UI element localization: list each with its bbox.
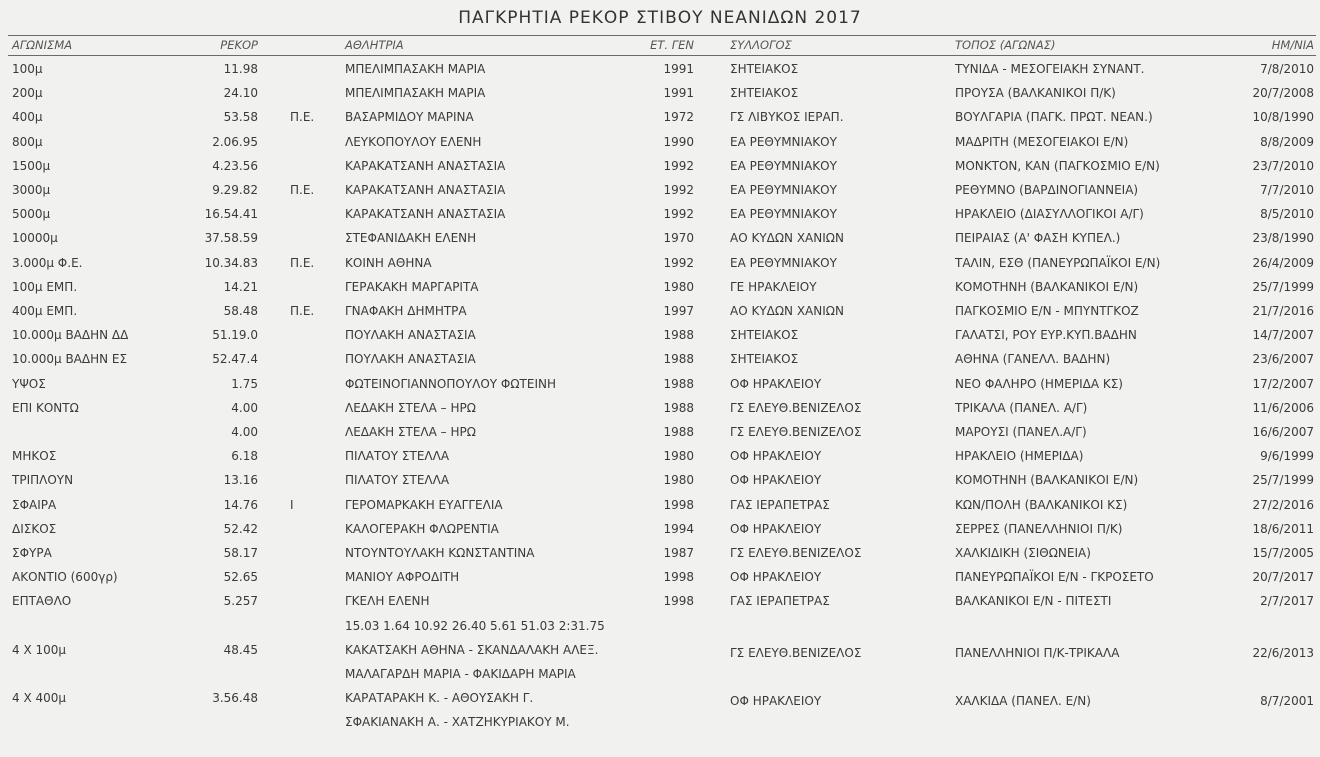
row-date: 27/2/2016 [1252, 497, 1314, 512]
row-date: 2/7/2017 [1260, 594, 1314, 609]
row-date: 25/7/1999 [1252, 473, 1314, 488]
row-record: 53.58 [223, 110, 258, 125]
row-year: 1998 [663, 497, 694, 512]
row-date: 23/7/2010 [1252, 158, 1314, 173]
row-place: ΡΕΘΥΜΝΟ (ΒΑΡΔΙΝΟΓΙΑΝΝΕΙΑ) [955, 183, 1139, 197]
row-date: 25/7/1999 [1252, 279, 1314, 294]
row-athlete: ΚΑΡΑΚΑΤΣΑΝΗ ΑΝΑΣΤΑΣΙΑ [345, 207, 506, 222]
header-record: ΡΕΚΟΡ [220, 38, 258, 52]
row-year: 1997 [663, 304, 694, 318]
row-year: 1992 [663, 158, 694, 173]
row-athlete: ΝΤΟΥΝΤΟΥΛΑΚΗ ΚΩΝΣΤΑΝΤΙΝΑ [345, 546, 535, 560]
row-year: 1988 [663, 352, 694, 367]
row-record: 37.58.59 [204, 231, 258, 246]
row-date: 21/7/2016 [1252, 304, 1314, 318]
relay-date: 8/7/2001 [1260, 694, 1314, 709]
row-place: ΗΡΑΚΛΕΙΟ (ΔΙΑΣΥΛΛΟΓΙΚΟΙ Α/Γ) [955, 207, 1144, 222]
row-year: 1980 [663, 279, 694, 294]
row-club: ΓΣ ΕΛΕΥΘ.ΒΕΝΙΖΕΛΟΣ [730, 425, 862, 439]
row-record: 14.76 [223, 497, 258, 512]
row-record: 4.00 [231, 400, 258, 415]
row-place: ΤΡΙΚΑΛΑ (ΠΑΝΕΛ. Α/Γ) [955, 400, 1088, 415]
row-event: 3000μ [12, 183, 51, 197]
row-date: 9/6/1999 [1260, 449, 1314, 464]
row-club: ΓΕ ΗΡΑΚΛΕΙΟΥ [730, 279, 817, 294]
row-event: 3.000μ Φ.Ε. [12, 255, 83, 270]
row-event: ΕΠΙ ΚΟΝΤΩ [12, 400, 79, 415]
row-record: 1.75 [231, 376, 258, 391]
row-note: Π.Ε. [290, 255, 315, 270]
row-place: ΠΑΓΚΟΣΜΙΟ Ε/Ν - ΜΠΥΝΤΓΚΟΖ [955, 304, 1139, 318]
row-date: 15/7/2005 [1252, 546, 1314, 560]
row-record: 58.48 [223, 304, 258, 318]
row-club: ΓΣ ΕΛΕΥΘ.ΒΕΝΙΖΕΛΟΣ [730, 400, 862, 415]
row-club: ΟΦ ΗΡΑΚΛΕΙΟΥ [730, 521, 822, 536]
header-club: ΣΥΛΛΟΓΟΣ [730, 38, 792, 52]
row-athlete: ΓΚΕΛΗ ΕΛΕΝΗ [345, 594, 430, 609]
row-date: 14/7/2007 [1252, 328, 1314, 343]
row-place: ΜΟΝΚΤΟΝ, ΚΑΝ (ΠΑΓΚΟΣΜΙΟ Ε/Ν) [955, 158, 1160, 173]
header-event: ΑΓΩΝΙΣΜΑ [12, 38, 73, 52]
relay-club: ΓΣ ΕΛΕΥΘ.ΒΕΝΙΖΕΛΟΣ [730, 645, 862, 660]
row-record: 58.17 [223, 546, 258, 560]
row-club: ΣΗΤΕΙΑΚΟΣ [730, 328, 799, 343]
row-event: 800μ [12, 134, 43, 149]
row-place: ΚΟΜΟΤΗΝΗ (ΒΑΛΚΑΝΙΚΟΙ Ε/Ν) [955, 473, 1139, 488]
row-year: 1994 [663, 521, 694, 536]
row-athlete: ΚΟΙΝΗ ΑΘΗΝΑ [345, 255, 432, 270]
relay-place: ΠΑΝΕΛΛΗΝΙΟΙ Π/Κ-ΤΡΙΚΑΛΑ [955, 645, 1120, 660]
row-place: ΚΩΝ/ΠΟΛΗ (ΒΑΛΚΑΝΙΚΟΙ ΚΣ) [955, 497, 1128, 512]
row-date: 8/8/2009 [1260, 134, 1314, 149]
row-club: ΕΑ ΡΕΘΥΜΝΙΑΚΟΥ [730, 207, 837, 222]
row-date: 7/8/2010 [1260, 62, 1314, 76]
row-year: 1988 [663, 425, 694, 439]
header-place: ΤΟΠΟΣ (ΑΓΩΝΑΣ) [955, 38, 1056, 52]
row-date: 23/8/1990 [1252, 231, 1314, 246]
row-place: ΠΕΙΡΑΙΑΣ (Α' ΦΑΣΗ ΚΥΠΕΛ.) [955, 231, 1121, 246]
row-place: ΝΕΟ ΦΑΛΗΡΟ (ΗΜΕΡΙΔΑ ΚΣ) [955, 376, 1123, 391]
row-year: 1992 [663, 255, 694, 270]
row-record: 10.34.83 [204, 255, 258, 270]
row-place: ΑΘΗΝΑ (ΓΑΝΕΛΛ. ΒΑΔΗΝ) [955, 352, 1111, 367]
row-club: ΑΟ ΚΥΔΩΝ ΧΑΝΙΩΝ [730, 304, 844, 318]
row-club: ΕΑ ΡΕΘΥΜΝΙΑΚΟΥ [730, 255, 837, 270]
relay-line1: ΚΑΡΑΤΑΡΑΚΗ Κ. - ΑΘΟΥΣΑΚΗ Γ. [345, 691, 534, 706]
row-date: 26/4/2009 [1252, 255, 1314, 270]
row-note: Π.Ε. [290, 304, 315, 318]
row-place: ΧΑΛΚΙΔΙΚΗ (ΣΙΘΩΝΕΙΑ) [955, 546, 1091, 560]
row-athlete: ΜΑΝΙΟΥ ΑΦΡΟΔΙΤΗ [345, 570, 460, 585]
row-athlete: ΣΤΕΦΑΝΙΔΑΚΗ ΕΛΕΝΗ [345, 231, 477, 246]
relay-line1: ΚΑΚΑΤΣΑΚΗ ΑΘΗΝΑ - ΣΚΑΝΔΑΛΑΚΗ ΑΛΕΞ. [345, 642, 599, 657]
row-club: ΑΟ ΚΥΔΩΝ ΧΑΝΙΩΝ [730, 231, 844, 246]
row-date: 18/6/2011 [1252, 521, 1314, 536]
relay-event: 4 Χ 100μ [12, 642, 67, 657]
row-year: 1992 [663, 207, 694, 222]
row-place: ΒΟΥΛΓΑΡΙΑ (ΠΑΓΚ. ΠΡΩΤ. ΝΕΑΝ.) [955, 110, 1153, 125]
row-event: ΜΗΚΟΣ [12, 449, 57, 464]
row-club: ΓΣ ΕΛΕΥΘ.ΒΕΝΙΖΕΛΟΣ [730, 546, 862, 560]
row-record: 52.47.4 [212, 352, 258, 367]
row-club: ΓΑΣ ΙΕΡΑΠΕΤΡΑΣ [730, 594, 830, 609]
row-club: ΣΗΤΕΙΑΚΟΣ [730, 86, 799, 101]
row-event: 100μ [12, 62, 43, 76]
row-year: 1998 [663, 594, 694, 609]
row-date: 7/7/2010 [1260, 183, 1314, 197]
row-place: ΠΡΟΥΣΑ (ΒΑΛΚΑΝΙΚΟΙ Π/Κ) [955, 86, 1116, 101]
row-event: 400μ ΕΜΠ. [12, 304, 78, 318]
row-note: Π.Ε. [290, 110, 315, 125]
row-year: 1991 [663, 86, 694, 101]
row-place: ΚΟΜΟΤΗΝΗ (ΒΑΛΚΑΝΙΚΟΙ Ε/Ν) [955, 279, 1139, 294]
row-year: 1987 [663, 546, 694, 560]
row-club: ΕΑ ΡΕΘΥΜΝΙΑΚΟΥ [730, 134, 837, 149]
row-record: 52.42 [223, 521, 258, 536]
row-athlete: ΓΕΡΑΚΑΚΗ ΜΑΡΓΑΡΙΤΑ [345, 279, 479, 294]
row-date: 8/5/2010 [1260, 207, 1314, 222]
relay-event: 4 Χ 400μ [12, 691, 67, 706]
row-record: 13.16 [223, 473, 258, 488]
row-record: 51.19.0 [212, 328, 258, 343]
row-event: ΣΦΥΡΑ [12, 546, 52, 560]
row-date: 16/6/2007 [1252, 425, 1314, 439]
row-event: 100μ ΕΜΠ. [12, 279, 78, 294]
row-year: 1992 [663, 183, 694, 197]
row-year: 1991 [663, 62, 694, 76]
row-year: 1980 [663, 449, 694, 464]
row-event: 10.000μ ΒΑΔΗΝ ΕΣ [12, 352, 128, 367]
row-year: 1970 [663, 231, 694, 246]
row-place: ΓΑΛΑΤΣΙ, ΡΟΥ ΕΥΡ.ΚΥΠ.ΒΑΔΗΝ [955, 328, 1137, 343]
row-record: 5.257 [223, 594, 258, 609]
header-athlete: ΑΘΛΗΤΡΙΑ [345, 38, 404, 52]
row-athlete: ΠΟΥΛΑΚΗ ΑΝΑΣΤΑΣΙΑ [345, 352, 476, 367]
row-event: ΤΡΙΠΛΟΥΝ [12, 473, 74, 488]
page-title: ΠΑΓΚΡΗΤΙΑ ΡΕΚΟΡ ΣΤΙΒΟΥ ΝΕΑΝΙΔΩΝ 2017 [458, 8, 862, 28]
row-athlete: ΠΙΛΑΤΟΥ ΣΤΕΛΛΑ [345, 473, 450, 488]
row-place: ΗΡΑΚΛΕΙΟ (ΗΜΕΡΙΔΑ) [955, 449, 1084, 464]
row-year: 1988 [663, 328, 694, 343]
row-record: 9.29.82 [212, 183, 258, 197]
row-year: 1990 [663, 134, 694, 149]
row-event: ΥΨΟΣ [12, 376, 46, 391]
row-event: ΣΦΑΙΡΑ [12, 497, 57, 512]
row-athlete: ΚΑΡΑΚΑΤΣΑΝΗ ΑΝΑΣΤΑΣΙΑ [345, 183, 506, 197]
row-club: ΣΗΤΕΙΑΚΟΣ [730, 352, 799, 367]
row-event: 1500μ [12, 158, 51, 173]
row-date: 10/8/1990 [1252, 110, 1314, 125]
row-record: 16.54.41 [204, 207, 258, 222]
row-place: ΜΑΡΟΥΣΙ (ΠΑΝΕΛ.Α/Γ) [955, 425, 1087, 439]
row-club: ΣΗΤΕΙΑΚΟΣ [730, 62, 799, 76]
relay-line2: ΣΦΑΚΙΑΝΑΚΗ Α. - ΧΑΤΖΗΚΥΡΙΑΚΟΥ Μ. [345, 715, 570, 730]
row-club: ΓΑΣ ΙΕΡΑΠΕΤΡΑΣ [730, 497, 830, 512]
row-record: 4.23.56 [212, 158, 258, 173]
row-athlete: ΜΠΕΛΙΜΠΑΣΑΚΗ ΜΑΡΙΑ [345, 62, 486, 76]
relay-club: ΟΦ ΗΡΑΚΛΕΙΟΥ [730, 694, 822, 709]
heptathlon-splits: 15.03 1.64 10.92 26.40 5.61 51.03 2:31.75 [345, 618, 605, 633]
relay-line2: ΜΑΛΑΓΑΡΔΗ ΜΑΡΙΑ - ΦΑΚΙΔΑΡΗ ΜΑΡΙΑ [345, 667, 576, 681]
row-record: 24.10 [223, 86, 258, 101]
row-athlete: ΜΠΕΛΙΜΠΑΣΑΚΗ ΜΑΡΙΑ [345, 86, 486, 101]
row-athlete: ΓΝΑΦΑΚΗ ΔΗΜΗΤΡΑ [345, 304, 467, 318]
row-record: 11.98 [223, 62, 258, 76]
row-athlete: ΛΕΥΚΟΠΟΥΛΟΥ ΕΛΕΝΗ [345, 134, 482, 149]
header-year: ΕΤ. ΓΕΝ [650, 38, 694, 52]
row-athlete: ΛΕΔΑΚΗ ΣΤΕΛΑ – ΗΡΩ [345, 425, 476, 439]
row-place: ΤΥΝΙΔΑ - ΜΕΣΟΓΕΙΑΚΗ ΣΥΝΑΝΤ. [955, 62, 1145, 76]
row-athlete: ΒΑΣΑΡΜΙΔΟΥ ΜΑΡΙΝΑ [345, 110, 474, 125]
header-top-rule [8, 35, 1316, 36]
row-event: ΕΠΤΑΘΛΟ [12, 594, 72, 609]
row-event: ΔΙΣΚΟΣ [12, 521, 57, 536]
row-event: ΑΚΟΝΤΙΟ (600γρ) [12, 570, 118, 585]
relay-record: 3.56.48 [212, 691, 258, 706]
row-year: 1998 [663, 570, 694, 585]
row-place: ΤΑΛΙΝ, ΕΣΘ (ΠΑΝΕΥΡΩΠΑΪΚΟΙ Ε/Ν) [955, 255, 1161, 270]
row-athlete: ΚΑΡΑΚΑΤΣΑΝΗ ΑΝΑΣΤΑΣΙΑ [345, 158, 506, 173]
row-athlete: ΛΕΔΑΚΗ ΣΤΕΛΑ – ΗΡΩ [345, 400, 476, 415]
row-year: 1988 [663, 376, 694, 391]
row-athlete: ΠΟΥΛΑΚΗ ΑΝΑΣΤΑΣΙΑ [345, 328, 476, 343]
row-place: ΠΑΝΕΥΡΩΠΑΪΚΟΙ Ε/Ν - ΓΚΡΟΣΕΤΟ [955, 570, 1154, 585]
relay-record: 48.45 [223, 642, 258, 657]
row-event: 10000μ [12, 231, 58, 246]
row-club: ΓΣ ΛΙΒΥΚΟΣ ΙΕΡΑΠ. [730, 110, 844, 125]
row-athlete: ΠΙΛΑΤΟΥ ΣΤΕΛΛΑ [345, 449, 450, 464]
row-club: ΟΦ ΗΡΑΚΛΕΙΟΥ [730, 376, 822, 391]
row-place: ΜΑΔΡΙΤΗ (ΜΕΣΟΓΕΙΑΚΟΙ Ε/Ν) [955, 134, 1129, 149]
row-note: Π.Ε. [290, 183, 315, 197]
row-date: 20/7/2017 [1252, 570, 1314, 585]
row-club: ΟΦ ΗΡΑΚΛΕΙΟΥ [730, 473, 822, 488]
row-record: 4.00 [231, 425, 258, 439]
row-athlete: ΓΕΡΟΜΑΡΚΑΚΗ ΕΥΑΓΓΕΛΙΑ [345, 497, 503, 512]
row-place: ΣΕΡΡΕΣ (ΠΑΝΕΛΛΗΝΙΟΙ Π/Κ) [955, 521, 1123, 536]
row-event: 10.000μ ΒΑΔΗΝ ΔΔ [12, 328, 129, 343]
header-bottom-rule [8, 55, 1316, 56]
row-date: 17/2/2007 [1252, 376, 1314, 391]
row-date: 11/6/2006 [1252, 400, 1314, 415]
row-club: ΟΦ ΗΡΑΚΛΕΙΟΥ [730, 570, 822, 585]
row-event: 400μ [12, 110, 43, 125]
row-event: 200μ [12, 86, 43, 101]
row-event: 5000μ [12, 207, 51, 222]
row-place: ΒΑΛΚΑΝΙΚΟΙ Ε/Ν - ΠΙΤΕΣΤΙ [955, 594, 1112, 609]
row-record: 6.18 [231, 449, 258, 464]
row-record: 52.65 [223, 570, 258, 585]
row-record: 14.21 [223, 279, 258, 294]
row-athlete: ΦΩΤΕΙΝΟΓΙΑΝΝΟΠΟΥΛΟΥ ΦΩΤΕΙΝΗ [345, 376, 556, 391]
row-year: 1980 [663, 473, 694, 488]
row-note: Ι [290, 497, 294, 512]
relay-date: 22/6/2013 [1252, 645, 1314, 660]
row-record: 2.06.95 [212, 134, 258, 149]
row-date: 23/6/2007 [1252, 352, 1314, 367]
row-club: ΕΑ ΡΕΘΥΜΝΙΑΚΟΥ [730, 158, 837, 173]
row-club: ΕΑ ΡΕΘΥΜΝΙΑΚΟΥ [730, 183, 837, 197]
header-date: ΗΜ/ΝΙΑ [1271, 38, 1314, 52]
row-year: 1972 [663, 110, 694, 125]
row-year: 1988 [663, 400, 694, 415]
relay-place: ΧΑΛΚΙΔΑ (ΠΑΝΕΛ. Ε/Ν) [955, 694, 1091, 709]
row-athlete: ΚΑΛΟΓΕΡΑΚΗ ΦΛΩΡΕΝΤΙΑ [345, 521, 499, 536]
row-club: ΟΦ ΗΡΑΚΛΕΙΟΥ [730, 449, 822, 464]
row-date: 20/7/2008 [1252, 86, 1314, 101]
